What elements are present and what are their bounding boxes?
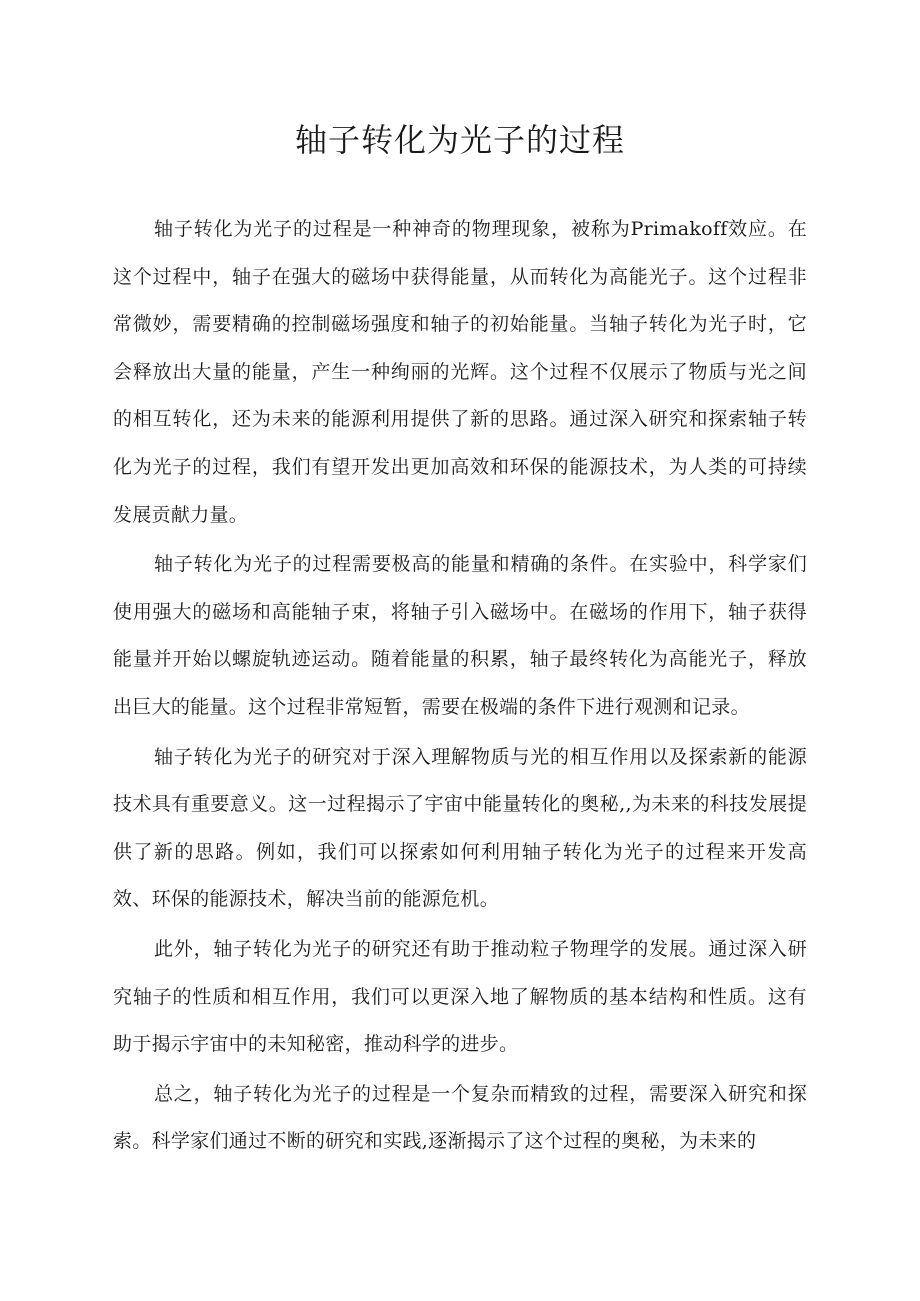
document-body [113,206,807,1168]
paragraph-5: 总之，轴子转化为光子的过程是一个复杂而精致的过程，需要深入研究和探索。科学家们通过不断的研究和实践,逐渐揭示了这个过程的奥秘，为未来的 [113,1082,807,1153]
paragraph-4: 此外，轴子转化为光子的研究还有助于推动粒子物理学的发展。通过深入研究轴子的性质和相互作用，我们可以更深入地了解物质的基本结构和性质。这有助于揭示宇宙中的未知秘密，推动科学的进步。 [113,937,807,1056]
paragraph-2: 轴子转化为光子的过程需要极高的能量和精确的条件。在实验中，科学家们使用强大的磁场和高能轴子束，将轴子引入磁场中。在磁场的作用下，轴子获得能量并开始以螺旋轨迹运动。随着能量的积累，轴子最终转化为高能光子，释放出巨大的能量。这个过程非常短暂，需要在极端的条件下进行观测和记录。 [113,553,807,718]
paragraph-1: 轴子转化为光子的过程是一种神奇的物理现象，被称为Primakoff效应。在这个过程中，轴子在强大的磁场中获得能量，从而转化为高能光子。这个过程非常微妙，需要精确的控制磁场强度和轴子的初始能量。当轴子转化为光子时，它会释放出大量的能量，产生一种绚丽的光辉。这个过程不仅展示了物质与光之间的相互转化，还为未来的能源利用提供了新的思路。通过深入研究和探索轴子转化为光子的过程，我们有望开发出更加高效和环保的能源技术，为人类的可持续发展贡献力量。 [113,218,807,526]
paragraph-3: 轴子转化为光子的研究对于深入理解物质与光的相互作用以及探索新的能源技术具有重要意义。这一过程揭示了宇宙中能量转化的奥秘,,为未来的科技发展提供了新的思路。例如，我们可以探索如何利用轴子转化为光子的过程来开发高效、环保的能源技术，解决当前的能源危机。 [113,745,807,911]
document-title: 轴子转化为光子的过程 [294,121,625,159]
